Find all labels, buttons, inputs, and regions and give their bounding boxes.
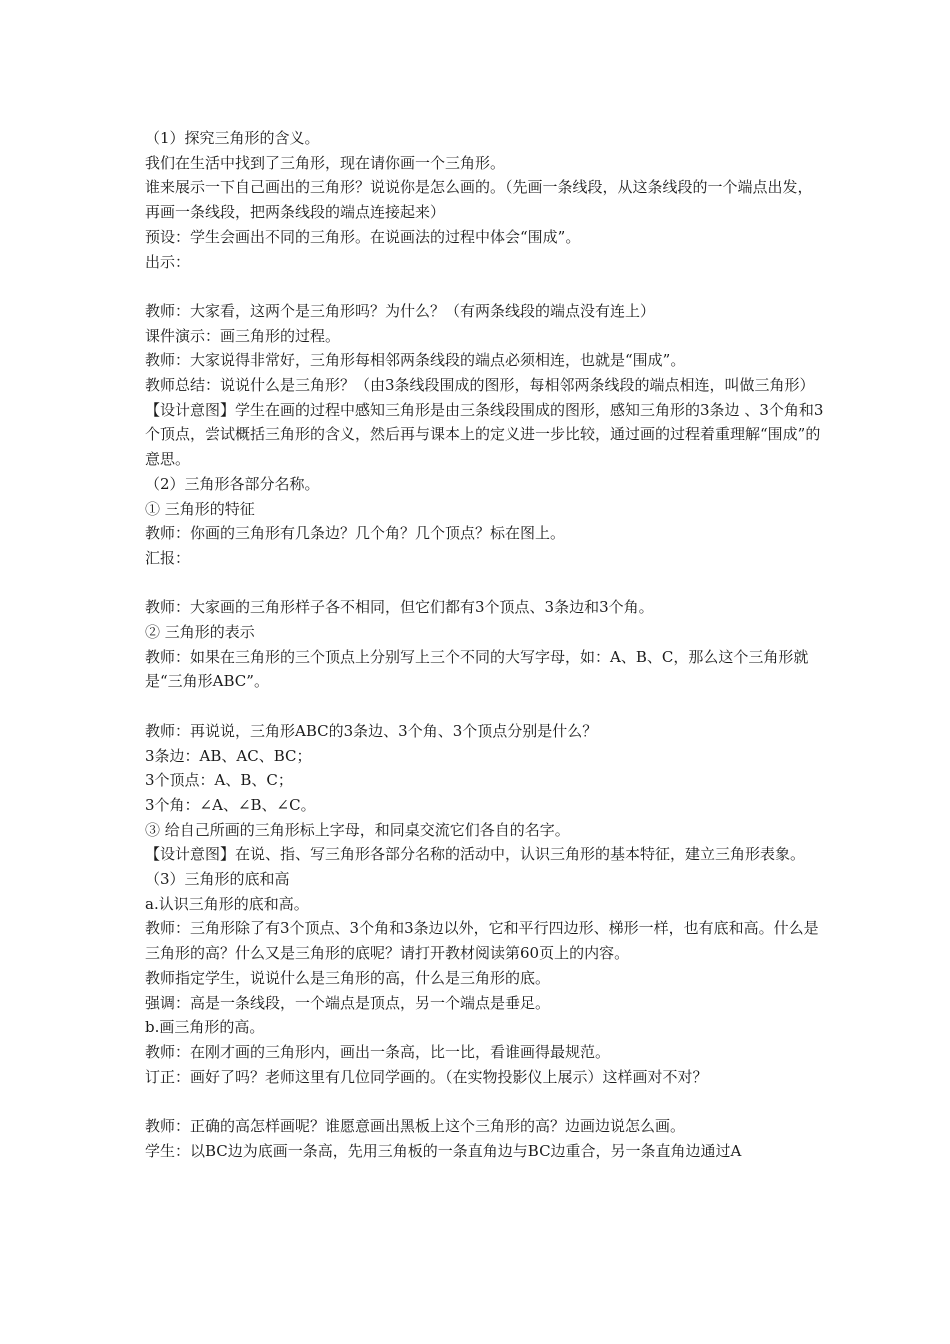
paragraph: （3）三角形的底和高 (145, 870, 290, 889)
blank-line (145, 694, 825, 719)
paragraph: 汇报： (145, 548, 191, 567)
paragraph: 教师：大家看，这两个是三角形吗？为什么？（有两条线段的端点没有连上） (145, 301, 656, 320)
paragraph: 【设计意图】在说、指、写三角形各部分名称的活动中，认识三角形的基本特征，建立三角形表象。 (145, 845, 806, 864)
paragraph: 课件演示：画三角形的过程。 (145, 326, 341, 345)
paragraph: 教师：正确的高怎样画呢？谁愿意画出黑板上这个三角形的高？边画边说怎么画。 (145, 1117, 686, 1136)
paragraph: 教师：三角形除了有3个顶点、3个角和3条边以外，它和平行四边形、梯形一样，也有底和高。什么是三角形的高？什么又是三角形的底呢？请打开教材阅读第60页上的内容。 (145, 919, 819, 963)
paragraph: 3条边：AB、AC、BC； (145, 746, 312, 765)
paragraph: b.画三角形的高。 (145, 1018, 265, 1037)
paragraph: 3个顶点：A、B、C； (145, 771, 293, 790)
paragraph: 出示： (145, 252, 191, 271)
blank-line (145, 1089, 825, 1114)
paragraph: 教师：在刚才画的三角形内，画出一条高，比一比，看谁画得最规范。 (145, 1042, 611, 1061)
document-body (145, 126, 825, 1163)
paragraph: 教师：大家说得非常好，三角形每相邻两条线段的端点必须相连，也就是“围成”。 (145, 351, 686, 370)
paragraph: 预设：学生会画出不同的三角形。在说画法的过程中体会“围成”。 (145, 227, 581, 246)
paragraph: 3个角：∠A、∠B、∠C。 (145, 795, 316, 814)
paragraph: 教师指定学生，说说什么是三角形的高，什么是三角形的底。 (145, 968, 551, 987)
blank-line (145, 571, 825, 596)
paragraph: a.认识三角形的底和高。 (145, 894, 309, 913)
paragraph: （2）三角形各部分名称。 (145, 474, 320, 493)
paragraph: 我们在生活中找到了三角形，现在请你画一个三角形。 (145, 153, 506, 172)
paragraph: 教师：如果在三角形的三个顶点上分别写上三个不同的大写字母，如：A、B、C，那么这个三角形就是“三角形ABC”。 (145, 647, 809, 691)
paragraph: （1）探究三角形的含义。 (145, 129, 320, 147)
paragraph: 学生：以BC边为底画一条高，先用三角板的一条直角边与BC边重合，另一条直角边通过A (145, 1141, 742, 1160)
paragraph: ③ 给自己所画的三角形标上字母，和同桌交流它们各自的名字。 (145, 820, 570, 839)
paragraph: 教师总结：说说什么是三角形？（由3条线段围成的图形，每相邻两条线段的端点相连，叫做三角形） (145, 376, 815, 395)
paragraph: ① 三角形的特征 (145, 499, 255, 518)
paragraph: 教师：再说说，三角形ABC的3条边、3个角、3个顶点分别是什么？ (145, 721, 598, 740)
paragraph: 教师：大家画的三角形样子各不相同，但它们都有3个顶点、3条边和3个角。 (145, 598, 654, 617)
paragraph: 教师：你画的三角形有几条边？几个角？几个顶点？标在图上。 (145, 524, 566, 543)
paragraph: ② 三角形的表示 (145, 623, 255, 642)
paragraph: 【设计意图】学生在画的过程中感知三角形是由三条线段围成的图形，感知三角形的3条边 、3个角和3个顶点，尝试概括三角形的含义，然后再与课本上的定义进一步比较，通过画的过程着重理解“围成”的意思。 (145, 400, 824, 469)
blank-line (145, 274, 825, 299)
paragraph: 订正：画好了吗？老师这里有几位同学画的。（在实物投影仪上展示）这样画对不对？ (145, 1067, 708, 1086)
paragraph: 强调：高是一条线段，一个端点是顶点，另一个端点是垂足。 (145, 993, 551, 1012)
paragraph: 谁来展示一下自己画出的三角形？说说你是怎么画的。（先画一条线段，从这条线段的一个端点出发，再画一条线段，把两条线段的端点连接起来） (145, 178, 813, 222)
